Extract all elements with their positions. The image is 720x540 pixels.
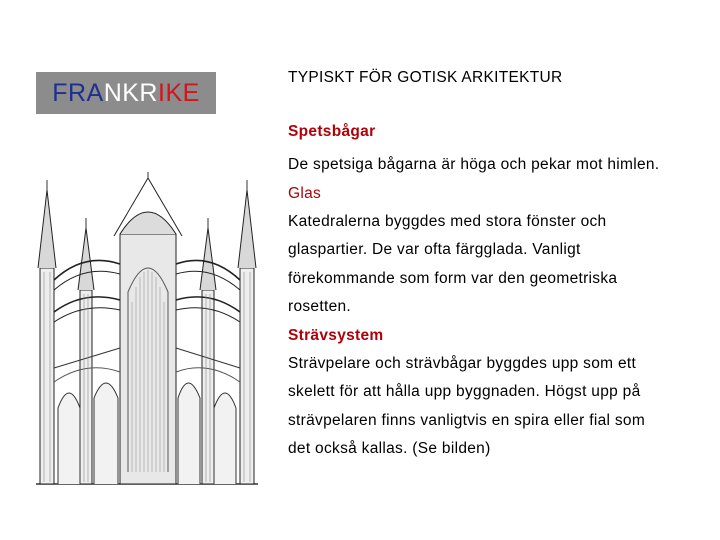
country-title-box bbox=[36, 72, 216, 114]
section-line: rosetten. bbox=[288, 298, 352, 315]
cathedral-cross-section-illustration bbox=[36, 172, 258, 490]
section-line: De spetsiga bågarna är höga och pekar mot himlen. bbox=[288, 156, 660, 173]
slide-heading: TYPISKT FÖR GOTISK ARKITEKTUR bbox=[288, 69, 563, 86]
section-line: Katedralerna byggdes med stora fönster och bbox=[288, 212, 607, 230]
section-title-stravsystem: Strävsystem bbox=[288, 326, 384, 344]
section-line: förekommande som form var den geometriska bbox=[288, 269, 618, 287]
section-line: det också kallas. (Se bilden) bbox=[288, 440, 491, 457]
country-title-part-3: IKE bbox=[158, 78, 200, 107]
section-line: Strävpelare och strävbågar byggdes upp som ett bbox=[288, 354, 637, 372]
section-line: skelett för att hålla upp byggnaden. Högst upp på bbox=[288, 383, 641, 400]
section-title-glas: Glas bbox=[288, 184, 322, 202]
section-line: strävpelaren finns vanligtvis en spira eller fial som bbox=[288, 411, 646, 429]
section-title-spetsbagar: Spetsbågar bbox=[288, 123, 376, 140]
section-line: glaspartier. De var ofta färgglada. Vanligt bbox=[288, 241, 581, 258]
country-title-part-2: NKR bbox=[103, 78, 158, 107]
content-column bbox=[288, 120, 698, 466]
country-title-part-1: FRA bbox=[52, 78, 104, 107]
